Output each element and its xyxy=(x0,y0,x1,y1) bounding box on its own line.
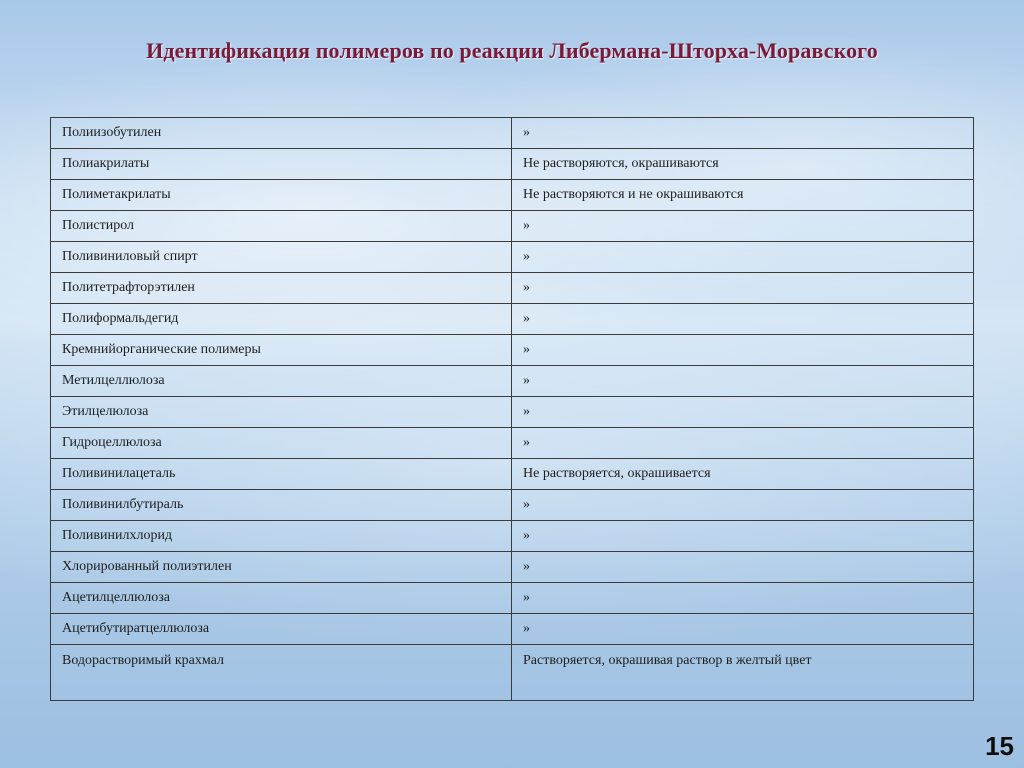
polymer-name-cell: Поливинилхлорид xyxy=(51,521,512,552)
reaction-result-cell: » xyxy=(512,521,974,552)
table-row xyxy=(51,211,974,242)
reaction-result-cell: » xyxy=(512,211,974,242)
reaction-result-cell: Не растворяются, окрашиваются xyxy=(512,149,974,180)
polymer-reaction-table xyxy=(50,117,974,701)
reaction-result-cell: » xyxy=(512,118,974,149)
polymer-name-cell: Политетрафторэтилен xyxy=(51,273,512,304)
table-row xyxy=(51,242,974,273)
table-row xyxy=(51,428,974,459)
polymer-name-cell: Поливиниловый спирт xyxy=(51,242,512,273)
polymer-name-cell: Гидроцеллюлоза xyxy=(51,428,512,459)
reaction-result-cell: Не растворяется, окрашивается xyxy=(512,459,974,490)
polymer-name-cell: Хлорированный полиэтилен xyxy=(51,552,512,583)
table-row xyxy=(51,614,974,645)
reaction-result-cell: » xyxy=(512,428,974,459)
table-row xyxy=(51,521,974,552)
reaction-result-cell: » xyxy=(512,273,974,304)
table-row xyxy=(51,149,974,180)
reaction-result-cell: » xyxy=(512,242,974,273)
reaction-result-cell: Не растворяются и не окрашиваются xyxy=(512,180,974,211)
table-row xyxy=(51,273,974,304)
slide-title: Идентификация полимеров по реакции Либермана-Шторха-Моравского xyxy=(146,38,878,63)
polymer-table-body xyxy=(51,118,974,701)
polymer-name-cell: Ацетилцеллюлоза xyxy=(51,583,512,614)
polymer-name-cell: Водорастворимый крахмал xyxy=(51,645,512,701)
reaction-result-cell: » xyxy=(512,583,974,614)
polymer-name-cell: Полиакрилаты xyxy=(51,149,512,180)
table-row xyxy=(51,552,974,583)
table-row xyxy=(51,118,974,149)
table-row xyxy=(51,180,974,211)
reaction-result-cell: » xyxy=(512,366,974,397)
table-row xyxy=(51,583,974,614)
polymer-name-cell: Полиформальдегид xyxy=(51,304,512,335)
table-row xyxy=(51,459,974,490)
page-number: 15 xyxy=(985,731,1014,761)
table-row xyxy=(51,304,974,335)
polymer-name-cell: Метилцеллюлоза xyxy=(51,366,512,397)
table-row xyxy=(51,335,974,366)
reaction-result-cell: » xyxy=(512,552,974,583)
polymer-name-cell: Полиизобутилен xyxy=(51,118,512,149)
table-row xyxy=(51,366,974,397)
reaction-result-cell: » xyxy=(512,304,974,335)
reaction-result-cell: Растворяется, окрашивая раствор в желтый цвет xyxy=(512,645,974,701)
polymer-name-cell: Кремнийорганические полимеры xyxy=(51,335,512,366)
table-row xyxy=(51,645,974,701)
reaction-result-cell: » xyxy=(512,335,974,366)
reaction-result-cell: » xyxy=(512,397,974,428)
polymer-name-cell: Поливинилацеталь xyxy=(51,459,512,490)
polymer-name-cell: Полиметакрилаты xyxy=(51,180,512,211)
reaction-result-cell: » xyxy=(512,490,974,521)
polymer-name-cell: Ацетибутиратцеллюлоза xyxy=(51,614,512,645)
polymer-name-cell: Поливинилбутираль xyxy=(51,490,512,521)
polymer-name-cell: Этилцелюлоза xyxy=(51,397,512,428)
reaction-result-cell: » xyxy=(512,614,974,645)
polymer-name-cell: Полистирол xyxy=(51,211,512,242)
table-row xyxy=(51,490,974,521)
table-row xyxy=(51,397,974,428)
